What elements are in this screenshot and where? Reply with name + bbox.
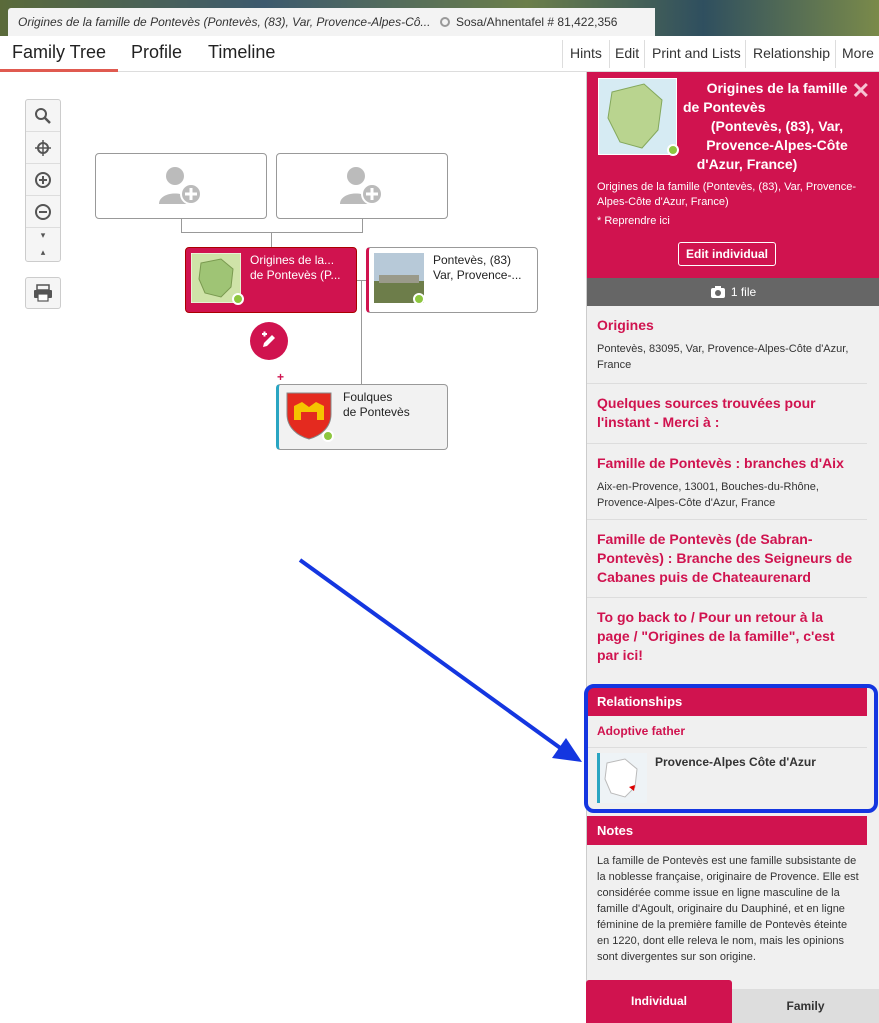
- tab-family-tree[interactable]: Family Tree: [12, 42, 107, 62]
- files-bar[interactable]: [587, 278, 879, 306]
- add-person-icon: [157, 166, 205, 206]
- related-person-name[interactable]: Provence-Alpes Côte d'Azur: [655, 755, 816, 769]
- tree-connector: [181, 232, 363, 233]
- section-sources: [587, 384, 867, 444]
- section-title[interactable]: Famille de Pontevès : branches d'Aix: [597, 455, 844, 471]
- menu-hints[interactable]: Hints: [570, 45, 602, 61]
- menu-divider: [745, 40, 746, 68]
- section-branches-aix: [587, 444, 867, 520]
- title-line: Origines de la famille: [706, 80, 848, 96]
- menu-divider: [609, 40, 610, 68]
- annotation-arrow: [290, 550, 590, 770]
- relationships-header: Relationships: [587, 687, 867, 716]
- title-line: de Pontevès: [683, 99, 766, 115]
- add-parent-button[interactable]: [95, 153, 267, 219]
- title-line: d'Azur, France): [696, 156, 798, 172]
- child-name: [343, 390, 410, 420]
- tree-connector: [362, 219, 363, 233]
- section-sabran-pontevès: [587, 520, 867, 598]
- notes-text: La famille de Pontevès est une famille subsistante de la noblesse française, originaire de Provence. Elle est considérée comme issue en ligne masculine de la famille d'Agoult, originaire du Dauphiné, et en ligne féminine de la première famille de Pontevès éteinte en 1220, dont elle releva le nom, mais les opinions sont divergentes sur son origine.: [597, 855, 859, 963]
- child-marker: +: [277, 370, 285, 384]
- panel-subtitle: Origines de la famille (Pontevès, (83), Var, Provence-Alpes-Côte d'Azur, France): [597, 181, 857, 208]
- section-text: Aix-en-Provence, 13001, Bouches-du-Rhône, Provence-Alpes-Côte d'Azur, France: [597, 481, 819, 509]
- relationship-type: Adoptive father: [597, 724, 686, 738]
- section-title[interactable]: Quelques sources trouvées pour l'instant - Merci à :: [597, 395, 816, 430]
- person-detail-panel: [586, 72, 879, 1023]
- name-line: Origines de la...: [250, 253, 335, 267]
- tab-timeline[interactable]: Timeline: [208, 42, 276, 62]
- search-icon[interactable]: [26, 100, 60, 132]
- menu-edit[interactable]: Edit: [615, 45, 640, 61]
- name-line: de Pontevès: [343, 405, 410, 419]
- annotation-highlight-box: [584, 684, 878, 813]
- title-line: (Pontevès, (83), Var,: [710, 118, 844, 134]
- tab-individual[interactable]: Individual: [586, 980, 732, 1023]
- edit-individual-button[interactable]: Edit individual: [678, 242, 776, 266]
- main-nav: [0, 36, 879, 72]
- breadcrumb-title-rest: (Pontevès, (83), Var, Provence-Alpes-Cô...: [200, 15, 431, 29]
- menu-more[interactable]: More: [842, 45, 874, 61]
- status-dot-icon: [322, 430, 334, 442]
- focus-person-name: [250, 253, 341, 283]
- print-icon[interactable]: [25, 277, 61, 309]
- name-line: Foulques: [343, 390, 393, 404]
- menu-print-and-lists[interactable]: Print and Lists: [652, 45, 741, 61]
- close-icon[interactable]: ✕: [851, 78, 870, 103]
- tree-connector: [181, 219, 182, 233]
- name-line: de Pontevès (P...: [250, 268, 341, 282]
- notes-header: Notes: [587, 816, 867, 845]
- pencil-icon: [259, 331, 279, 351]
- menu-divider: [644, 40, 645, 68]
- expand-down-icon[interactable]: ▴: [40, 246, 46, 257]
- tab-profile[interactable]: Profile: [131, 42, 183, 62]
- tree-connector: [361, 280, 362, 384]
- files-count: 1 file: [730, 285, 757, 299]
- section-title[interactable]: To go back to / Pour un retour à la page / "Origines de la famille", c'est par ici!: [597, 609, 835, 663]
- sosa-icon: [440, 17, 450, 27]
- panel-note: * Reprendre ici: [597, 215, 670, 227]
- section-title[interactable]: Famille de Pontevès (de Sabran-Pontevès) : Branche des Seigneurs de Cabanes puis de Chateaurenard: [597, 531, 853, 585]
- menu-divider: [562, 40, 563, 68]
- panel-footer-tabs: [586, 980, 879, 1023]
- panel-title: [627, 79, 867, 174]
- spouse-card[interactable]: [366, 247, 538, 313]
- section-title[interactable]: Origines: [597, 317, 654, 333]
- sosa-number: [430, 8, 655, 36]
- zoom-in-icon[interactable]: [26, 164, 60, 196]
- breadcrumb[interactable]: [8, 8, 438, 36]
- sosa-label: Sosa/Ahnentafel # 81,422,356: [456, 15, 618, 29]
- zoom-out-icon[interactable]: [26, 196, 60, 228]
- panel-header: [587, 72, 879, 278]
- section-go-back: [587, 598, 867, 682]
- edit-pencil-button[interactable]: [250, 322, 288, 360]
- title-line: Provence-Alpes-Côte: [706, 137, 848, 153]
- status-dot-icon: [413, 293, 425, 305]
- section-origines: [587, 306, 867, 384]
- tree-connector: [271, 232, 272, 248]
- add-parent-button[interactable]: [276, 153, 448, 219]
- section-text: Pontevès, 83095, Var, Provence-Alpes-Côte d'Azur, France: [597, 343, 849, 371]
- spouse-name: [433, 253, 521, 283]
- expand-up-icon[interactable]: ▾: [40, 230, 46, 240]
- locate-icon[interactable]: [26, 132, 60, 164]
- camera-icon: [711, 280, 725, 308]
- name-line: Pontevès, (83): [433, 253, 512, 267]
- add-person-icon: [338, 166, 386, 206]
- status-dot-icon: [232, 293, 244, 305]
- focus-person-card[interactable]: [185, 247, 357, 313]
- name-line: Var, Provence-...: [433, 268, 522, 282]
- menu-relationship[interactable]: Relationship: [753, 45, 831, 61]
- breadcrumb-title: Origines de la famille de Pontevès: [18, 15, 201, 29]
- menu-divider: [835, 40, 836, 68]
- tab-family[interactable]: Family: [732, 989, 879, 1023]
- child-card[interactable]: [276, 384, 448, 450]
- zoom-toolbar: [25, 99, 61, 262]
